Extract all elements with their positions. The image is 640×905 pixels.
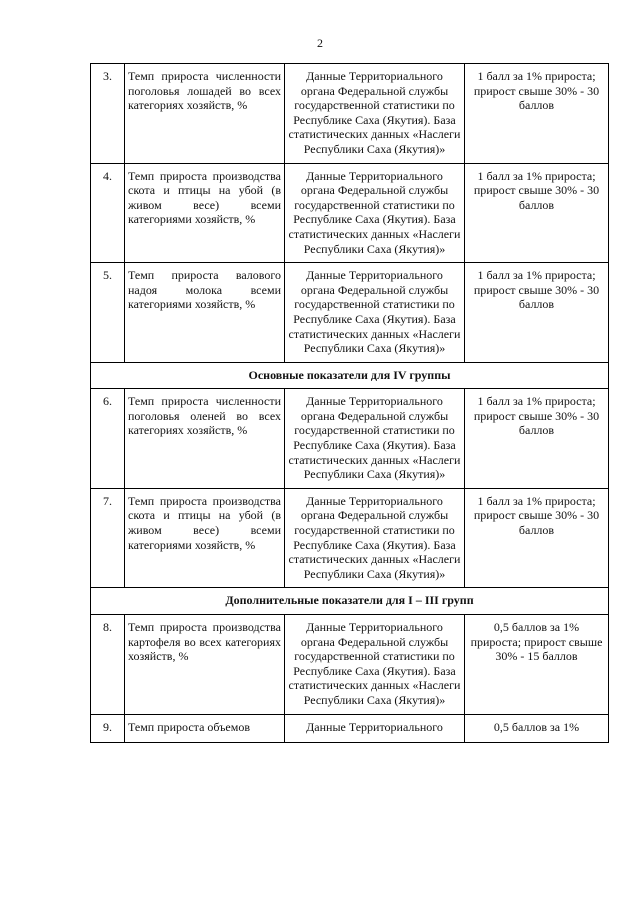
scoring-rule: 0,5 баллов за 1% прироста; прирост свыше 30% - 15 баллов	[465, 615, 609, 715]
table-row	[91, 64, 609, 164]
row-number: 7.	[91, 488, 125, 588]
indicator-name: Темп прироста объемов	[125, 714, 285, 742]
table-row	[91, 714, 609, 742]
data-source: Данные Территориального органа Федеральной службы государственной статистики по Республике Саха (Якутия). База статистических данных «Наслеги Республики Саха (Якутия)»	[285, 163, 465, 263]
data-source: Данные Территориального	[285, 714, 465, 742]
scoring-rule: 1 балл за 1% прироста; прирост свыше 30% - 30 баллов	[465, 64, 609, 164]
table-row	[91, 263, 609, 363]
data-source: Данные Территориального органа Федеральной службы государственной статистики по Республике Саха (Якутия). База статистических данных «Наслеги Республики Саха (Якутия)»	[285, 615, 465, 715]
row-number: 6.	[91, 389, 125, 489]
scoring-rule: 0,5 баллов за 1%	[465, 714, 609, 742]
row-number: 8.	[91, 615, 125, 715]
data-source: Данные Территориального органа Федеральной службы государственной статистики по Республике Саха (Якутия). База статистических данных «Наслеги Республики Саха (Якутия)»	[285, 263, 465, 363]
scoring-rule: 1 балл за 1% прироста; прирост свыше 30% - 30 баллов	[465, 389, 609, 489]
group-header-row	[91, 588, 609, 615]
page-number: 2	[317, 36, 323, 50]
table-row	[91, 389, 609, 489]
indicators-table	[90, 63, 609, 743]
table-row	[91, 163, 609, 263]
row-number: 4.	[91, 163, 125, 263]
indicator-name: Темп прироста валового надоя молока всеми категориями хозяйств, %	[125, 263, 285, 363]
scoring-rule: 1 балл за 1% прироста; прирост свыше 30% - 30 баллов	[465, 263, 609, 363]
scoring-rule: 1 балл за 1% прироста; прирост свыше 30% - 30 баллов	[465, 488, 609, 588]
group-iv-title: Основные показатели для IV группы	[91, 362, 609, 389]
indicator-name: Темп прироста численности поголовья лошадей во всех категориях хозяйств, %	[125, 64, 285, 164]
scoring-rule: 1 балл за 1% прироста; прирост свыше 30% - 30 баллов	[465, 163, 609, 263]
group-header-row	[91, 362, 609, 389]
row-number: 5.	[91, 263, 125, 363]
table-row	[91, 615, 609, 715]
group-extra-title: Дополнительные показатели для I – III групп	[91, 588, 609, 615]
indicator-name: Темп прироста производства картофеля во всех категориях хозяйств, %	[125, 615, 285, 715]
data-source: Данные Территориального органа Федеральной службы государственной статистики по Республике Саха (Якутия). База статистических данных «Наслеги Республики Саха (Якутия)»	[285, 64, 465, 164]
indicator-name: Темп прироста производства скота и птицы на убой (в живом весе) всеми категориями хозяйств, %	[125, 488, 285, 588]
indicator-name: Темп прироста производства скота и птицы на убой (в живом весе) всеми категориями хозяйств, %	[125, 163, 285, 263]
indicator-name: Темп прироста численности поголовья оленей во всех категориях хозяйств, %	[125, 389, 285, 489]
row-number: 9.	[91, 714, 125, 742]
data-source: Данные Территориального органа Федеральной службы государственной статистики по Республике Саха (Якутия). База статистических данных «Наслеги Республики Саха (Якутия)»	[285, 488, 465, 588]
row-number: 3.	[91, 64, 125, 164]
table-row	[91, 488, 609, 588]
data-source: Данные Территориального органа Федеральной службы государственной статистики по Республике Саха (Якутия). База статистических данных «Наслеги Республики Саха (Якутия)»	[285, 389, 465, 489]
